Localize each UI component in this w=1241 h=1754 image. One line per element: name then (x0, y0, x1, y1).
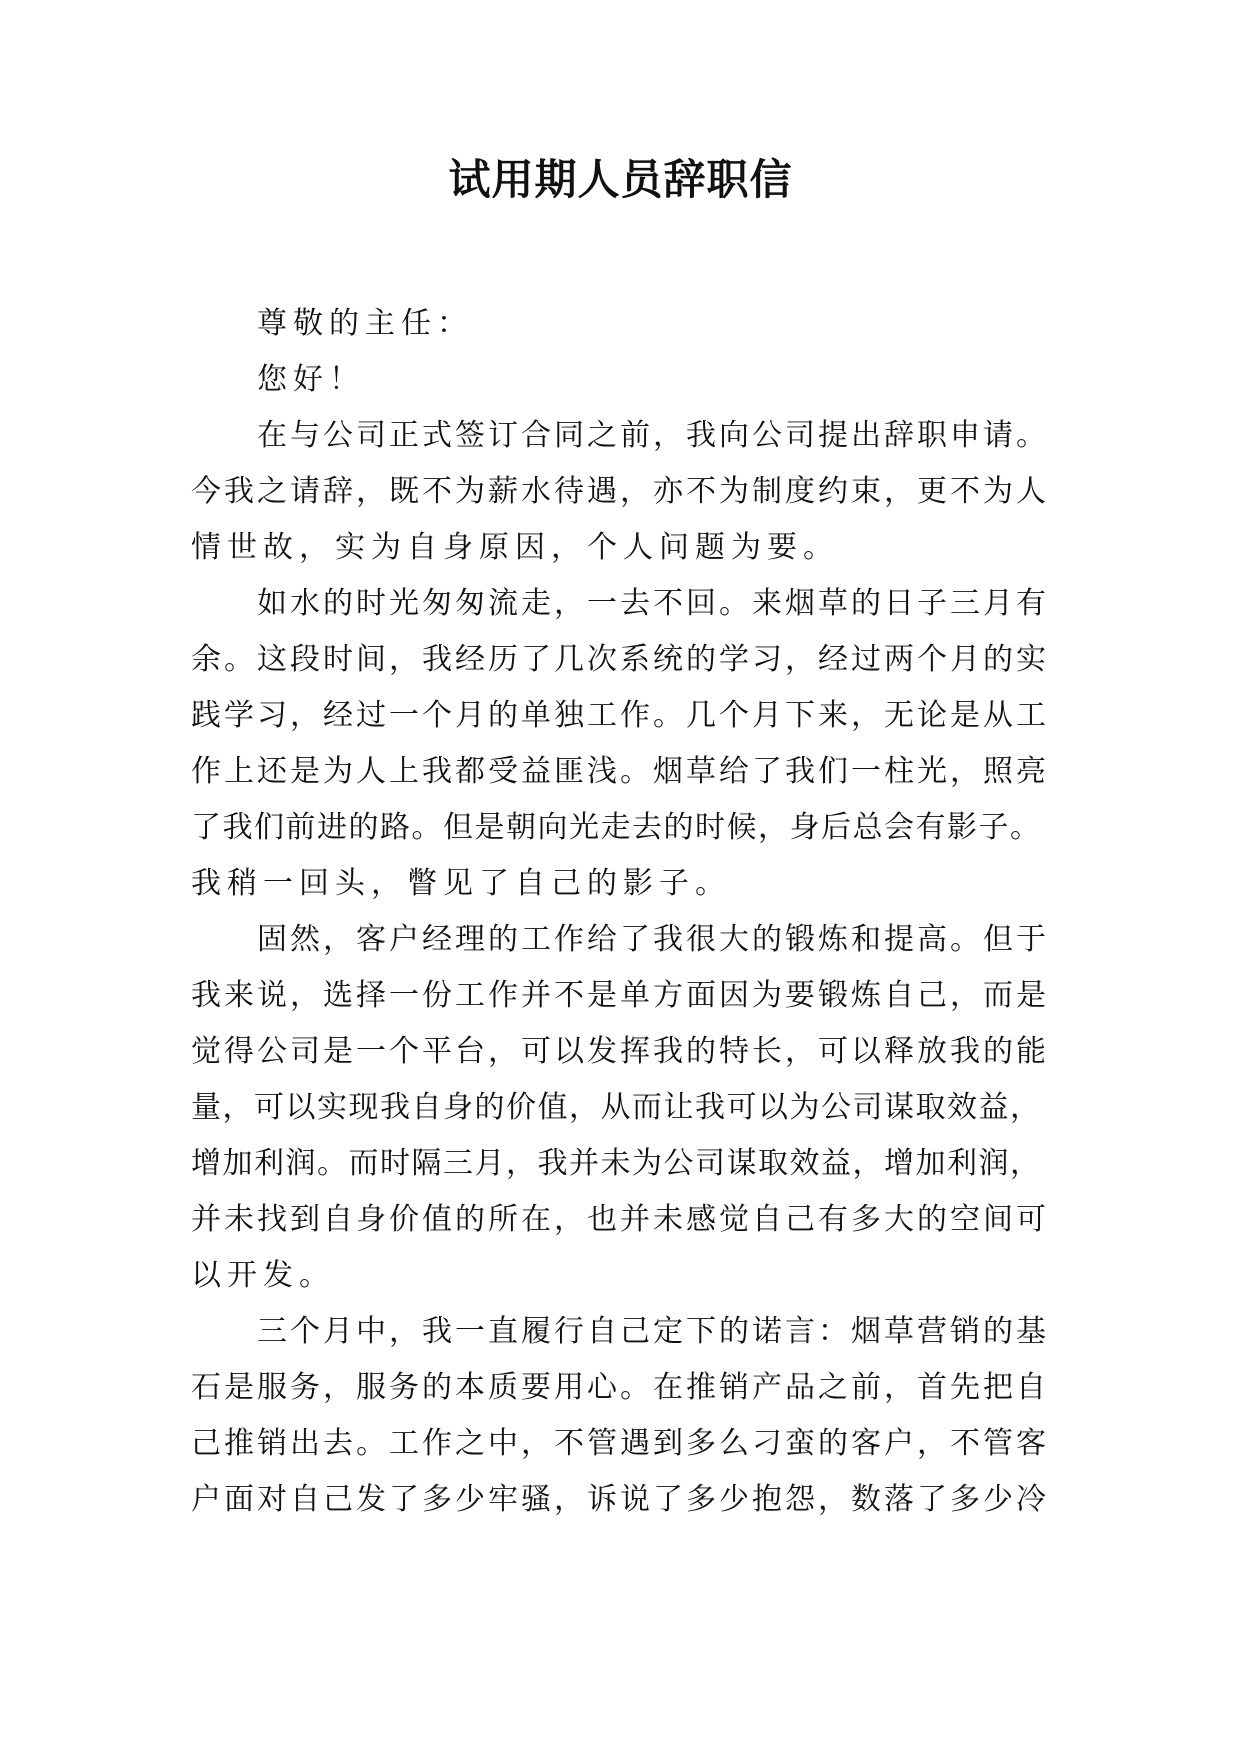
letter-body (191, 296, 1051, 1528)
greeting: 您好！ (257, 362, 365, 397)
paragraph-4-line-3: 己推销出去。工作之中，不管遇到多么刁蛮的客户，不管客 (191, 1426, 1049, 1461)
paragraph-3-line-4: 量，可以实现我自身的价值，从而让我可以为公司谋取效益， (191, 1090, 1042, 1125)
paragraph-2-line-2: 余。这段时间，我经历了几次系统的学习，经过两个月的实 (191, 642, 1049, 677)
paragraph-1-line-3: 情世故，实为自身原因，个人问题为要。 (191, 530, 839, 565)
paragraph-3-line-2: 我来说，选择一份工作并不是单方面因为要锻炼自己，而是 (191, 978, 1049, 1013)
paragraph-3-line-5: 增加利润。而时隔三月，我并未为公司谋取效益，增加利润， (191, 1146, 1042, 1181)
paragraph-2-line-4: 作上还是为人上我都受益匪浅。烟草给了我们一柱光，照亮 (191, 754, 1049, 789)
document-title: 试用期人员辞职信 (448, 155, 793, 204)
paragraph-2-line-3: 践学习，经过一个月的单独工作。几个月下来，无论是从工 (191, 698, 1049, 733)
paragraph-3-line-3: 觉得公司是一个平台，可以发挥我的特长，可以释放我的能 (191, 1034, 1049, 1069)
paragraph-4-line-4: 户面对自己发了多少牢骚，诉说了多少抱怨，数落了多少冷 (191, 1482, 1049, 1517)
salutation: 尊敬的主任： (257, 306, 473, 341)
paragraph-4-line-2: 石是服务，服务的本质要用心。在推销产品之前，首先把自 (191, 1370, 1049, 1405)
paragraph-1-line-2: 今我之请辞，既不为薪水待遇，亦不为制度约束，更不为人 (191, 474, 1049, 509)
paragraph-2-line-1: 如水的时光匆匆流走，一去不回。来烟草的日子三月有 (257, 586, 1049, 621)
paragraph-2-line-6: 我稍一回头，瞥见了自己的影子。 (191, 866, 731, 901)
paragraph-3-line-7: 以开发。 (191, 1258, 335, 1293)
paragraph-1-line-1: 在与公司正式签订合同之前，我向公司提出辞职申请。 (257, 418, 1049, 453)
paragraph-3-line-1: 固然，客户经理的工作给了我很大的锻炼和提高。但于 (257, 922, 1049, 957)
paragraph-3-line-6: 并未找到自身价值的所在，也并未感觉自己有多大的空间可 (191, 1202, 1049, 1237)
paragraph-2-line-5: 了我们前进的路。但是朝向光走去的时候，身后总会有影子。 (191, 810, 1042, 845)
paragraph-4-line-1: 三个月中，我一直履行自己定下的诺言：烟草营销的基 (257, 1314, 1049, 1349)
